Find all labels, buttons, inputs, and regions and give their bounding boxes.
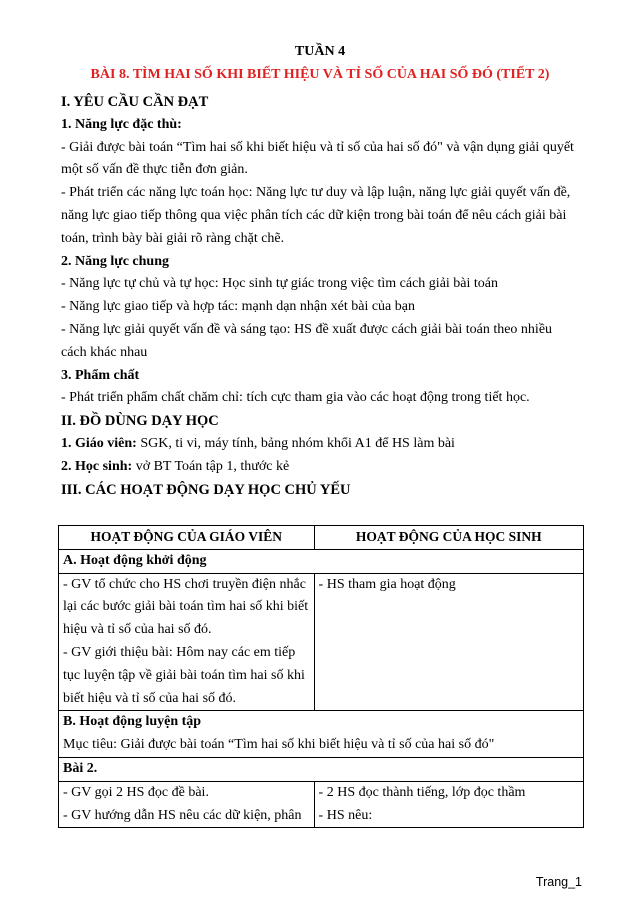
subheading-general-competence: 2. Năng lực chung (61, 253, 169, 269)
cell-line: - GV tổ chức cho HS chơi truyền điện nhắc (63, 576, 306, 592)
table-row (59, 573, 584, 711)
section-practice-title: B. Hoạt động luyện tập (63, 714, 202, 730)
materials-teacher (61, 433, 586, 456)
table-row (59, 549, 584, 573)
paragraph: năng lực giao tiếp thông qua việc phân tích các dữ kiện trong bài toán để nêu cách giải bài (61, 207, 567, 223)
section-practice-goal: Mục tiêu: Giải được bài toán “Tìm hai số khi biết hiệu và tỉ số của hai số đó" (63, 737, 495, 753)
activities-table (58, 525, 584, 828)
paragraph: toán, trình bày bài giải rõ ràng chặt chẽ. (61, 230, 285, 246)
teacher-label: 1. Giáo viên: (61, 435, 137, 451)
table-row (59, 711, 584, 758)
paragraph: - Giải được bài toán “Tìm hai số khi biết hiệu và tỉ số của hai số đó" và vận dụng giải quyết (61, 139, 574, 155)
section-heading-activities: III. CÁC HOẠT ĐỘNG DẠY HỌC CHỦ YẾU (61, 481, 351, 498)
document-body (61, 91, 586, 501)
paragraph: - Năng lực giao tiếp và hợp tác: mạnh dạn nhận xét bài của bạn (61, 299, 415, 315)
subheading-specific-competence: 1. Năng lực đặc thù: (61, 116, 182, 132)
cell-line: - HS tham gia hoạt động (318, 576, 456, 592)
materials-student (61, 456, 586, 479)
section-practice-cell (59, 711, 584, 758)
table-header-row (59, 526, 584, 550)
cell-line: - GV hướng dẫn HS nêu các dữ kiện, phân (63, 807, 302, 823)
exercise-title: Bài 2. (59, 757, 584, 781)
section-heading-materials: II. ĐỒ DÙNG DẠY HỌC (61, 413, 219, 430)
paragraph: cách khác nhau (61, 344, 148, 360)
teacher-text: SGK, ti vi, máy tính, bảng nhóm khổi A1 để HS làm bài (136, 435, 455, 451)
section-heading-requirements: I. YÊU CẦU CẦN ĐẠT (61, 94, 209, 110)
paragraph: - Phát triển các năng lực toán học: Năng lực tư duy và lập luận, năng lực giải quyết vấn đề, (61, 185, 571, 201)
page-number: Trang_1 (535, 875, 582, 889)
cell-line: biết hiệu và tỉ số của hai số đó. (63, 690, 237, 706)
cell-line: - 2 HS đọc thành tiếng, lớp đọc thầm (318, 784, 526, 800)
table-row (59, 757, 584, 781)
paragraph: một số vấn đề thực tiễn đơn giản. (61, 162, 248, 178)
paragraph: - Năng lực giải quyết vấn đề và sáng tạo: HS đề xuất được cách giải bài toán theo nhiều (61, 321, 553, 337)
student-label: 2. Học sinh: (61, 458, 133, 474)
table-row (59, 781, 584, 828)
teacher-cell (59, 781, 315, 828)
section-warmup-title: A. Hoạt động khởi động (59, 549, 584, 573)
column-header-student: HOẠT ĐỘNG CỦA HỌC SINH (314, 526, 583, 550)
paragraph: - Năng lực tự chủ và tự học: Học sinh tự giác trong việc tìm cách giải bài toán (61, 276, 499, 292)
student-text: vở BT Toán tập 1, thước kẻ (132, 458, 290, 474)
cell-line: - GV gọi 2 HS đọc đề bài. (63, 784, 209, 800)
student-cell (314, 781, 583, 828)
cell-line: - HS nêu: (318, 807, 373, 823)
teacher-cell (59, 573, 315, 711)
cell-line: - GV giới thiệu bài: Hôm nay các em tiếp (63, 644, 296, 660)
student-cell (314, 573, 583, 711)
column-header-teacher: HOẠT ĐỘNG CỦA GIÁO VIÊN (59, 526, 315, 550)
cell-line: tục luyện tập về giải bài toán tìm hai số khi (63, 667, 305, 683)
lesson-title: BÀI 8. TÌM HAI SỐ KHI BIẾT HIỆU VÀ TỈ SỐ CỦA HAI SỐ ĐÓ (TIẾT 2) (90, 67, 550, 82)
subheading-qualities: 3. Phẩm chất (61, 367, 140, 383)
paragraph: - Phát triển phẩm chất chăm chỉ: tích cực tham gia vào các hoạt động trong tiết học. (61, 390, 530, 406)
cell-line: lại các bước giải bài toán tìm hai số khi biết (63, 599, 309, 615)
cell-line: hiệu và tỉ số của hai số đó. (63, 622, 212, 638)
week-label: TUẦN 4 (294, 44, 346, 59)
